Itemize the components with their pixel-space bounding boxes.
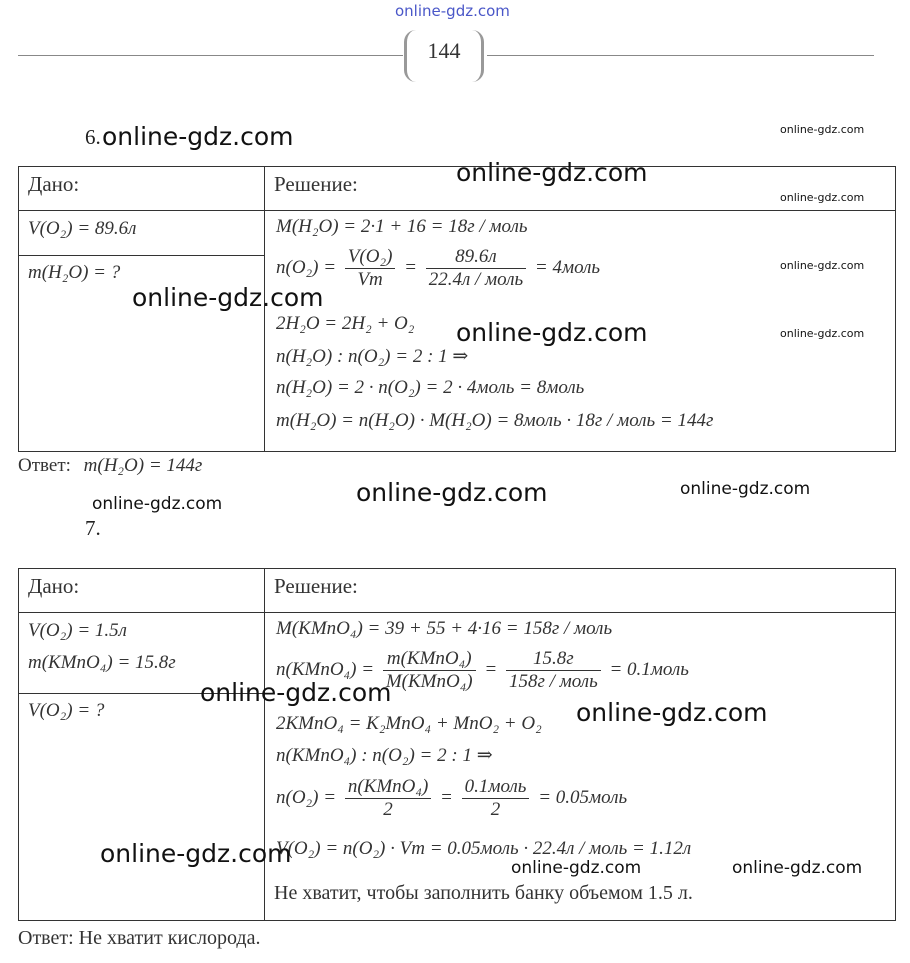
watermark: online-gdz.com bbox=[102, 122, 294, 151]
task6-eq2-f2-den: 22.4л / моль bbox=[428, 269, 524, 290]
task6-eq2: n(O₂) = $\frac{\text{V(O₂)}}{Vm}$ = $\frac{89.6л}{\text{22.4л / моль}}$ = 4моль bbox=[276, 246, 601, 290]
task7-eq2-frac1 bbox=[383, 648, 476, 693]
task6-answer-label: Ответ: bbox=[18, 455, 71, 476]
task6-eq2-rhs: = 4моль bbox=[534, 256, 601, 278]
task7-eq2-lhs: n(KMnO₄) = bbox=[276, 658, 375, 680]
site-watermark-top: online-gdz.com bbox=[395, 2, 510, 20]
task7-eq5-f2-num: 0.1моль bbox=[462, 776, 530, 799]
watermark: online-gdz.com bbox=[92, 494, 223, 514]
watermark: online-gdz.com bbox=[356, 478, 548, 507]
task7-eq2-rhs: = 0.1моль bbox=[609, 658, 689, 680]
table6-given-rule bbox=[18, 255, 264, 256]
task7-eq2-f1-den: M(KMnO₄) bbox=[385, 671, 473, 692]
task7-eq4: n(KMnO₄) : n(O₂) = 2 : 1 ⇒ bbox=[276, 745, 493, 766]
task7-conclusion: Не хватит, чтобы заполнить банку объемом 1.5 л. bbox=[274, 882, 693, 904]
header-rule-right bbox=[487, 55, 874, 56]
watermark: online-gdz.com bbox=[456, 158, 648, 187]
header-rule-left bbox=[18, 55, 403, 56]
table6-border-bottom bbox=[18, 451, 896, 452]
task7-eq5-rhs: = 0.05моль bbox=[538, 786, 628, 808]
task-7-number: 7. bbox=[85, 516, 101, 540]
table7-border-bottom bbox=[18, 920, 896, 921]
watermark: online-gdz.com bbox=[576, 698, 768, 727]
task6-eq2-lhs: n(O₂) = bbox=[276, 256, 337, 278]
task7-eq2-f2-den: 158г / моль bbox=[508, 671, 598, 692]
task7-eq5-frac1 bbox=[345, 776, 431, 821]
task6-eq6: m(H₂O) = n(H₂O) · M(H₂O) = 8моль · 18г / моль = 144г bbox=[276, 410, 714, 431]
task7-eq5-lhs: n(O₂) = bbox=[276, 786, 337, 808]
task6-eq2-frac1 bbox=[345, 246, 396, 291]
page-number: 144 bbox=[427, 38, 461, 63]
watermark: online-gdz.com bbox=[780, 191, 865, 204]
task7-eq5-frac2 bbox=[462, 776, 530, 821]
task7-eq5-f2-den: 2 bbox=[490, 799, 501, 820]
task6-solution-header: Решение: bbox=[274, 172, 358, 196]
task6-eq2-f2-num: 89.6л bbox=[426, 246, 526, 269]
task7-eq2-f1-num: m(KMnO₄) bbox=[383, 648, 476, 671]
task7-eq6: V(O₂) = n(O₂) · Vm = 0.05моль · 22.4л / моль = 1.12л bbox=[276, 838, 692, 859]
watermark: online-gdz.com bbox=[780, 123, 865, 136]
task6-eq5: n(H₂O) = 2 · n(O₂) = 2 · 4моль = 8моль bbox=[276, 377, 585, 398]
task7-eq5-f1-den: 2 bbox=[383, 799, 393, 820]
table7-divider bbox=[264, 568, 265, 921]
task7-eq2-frac2 bbox=[506, 648, 601, 693]
task6-answer-value: m(H₂O) = 144г bbox=[83, 455, 203, 476]
table7-border-top bbox=[18, 568, 896, 569]
watermark: online-gdz.com bbox=[780, 327, 865, 340]
table7-header-rule bbox=[18, 612, 896, 613]
task-6-number: 6. bbox=[85, 125, 101, 149]
task7-eq1: M(KMnO₄) = 39 + 55 + 4·16 = 158г / моль bbox=[276, 618, 613, 639]
watermark: online-gdz.com bbox=[732, 858, 863, 878]
task6-eq2-f1-den: Vm bbox=[357, 269, 383, 290]
watermark: online-gdz.com bbox=[456, 318, 648, 347]
task7-eq5-f1-num: n(KMnO₄) bbox=[345, 776, 431, 799]
task6-eq3: 2H₂O = 2H₂ + O₂ bbox=[276, 313, 415, 334]
task7-find: V(O₂) = ? bbox=[28, 700, 105, 721]
table6-border-right bbox=[895, 166, 896, 452]
watermark: online-gdz.com bbox=[132, 283, 324, 312]
watermark: online-gdz.com bbox=[780, 259, 865, 272]
task7-solution-header: Решение: bbox=[274, 574, 358, 598]
task6-eq4: n(H₂O) : n(O₂) = 2 : 1 ⇒ bbox=[276, 346, 469, 367]
task7-eq3: 2KMnO₄ = K₂MnO₄ + MnO₂ + O₂ bbox=[276, 713, 542, 734]
task6-answer bbox=[18, 455, 202, 477]
table7-border-right bbox=[895, 568, 896, 921]
task6-eq1: M(H₂O) = 2·1 + 16 = 18г / моль bbox=[276, 216, 528, 237]
task6-eq2-frac2 bbox=[426, 246, 526, 291]
task7-answer: Ответ: Не хватит кислорода. bbox=[18, 927, 261, 949]
watermark: online-gdz.com bbox=[200, 678, 392, 707]
task6-given-header: Дано: bbox=[28, 172, 80, 196]
table6-header-rule bbox=[18, 210, 896, 211]
task7-eq5: n(O₂) = $\frac{\text{n(KMnO₄)}}{2}$ = $\frac{\text{0.1моль}}{2}$ = 0.05моль bbox=[276, 776, 628, 820]
task6-given-1: V(O₂) = 89.6л bbox=[28, 218, 137, 239]
table7-border-left bbox=[18, 568, 19, 921]
watermark: online-gdz.com bbox=[680, 479, 811, 499]
task6-eq2-f1-num: V(O₂) bbox=[345, 246, 396, 269]
task6-find: m(H₂O) = ? bbox=[28, 262, 121, 283]
watermark: online-gdz.com bbox=[511, 858, 642, 878]
task7-eq2: n(KMnO₄) = $\frac{\text{m(KMnO₄)}}{\text{M(KMnO₄)}}$ = $\frac{15.8г}{\text{158г / моль}}$ = 0.1моль bbox=[276, 648, 689, 692]
task7-given-header: Дано: bbox=[28, 574, 80, 598]
task7-eq2-f2-num: 15.8г bbox=[506, 648, 601, 671]
task7-given-2: m(KMnO₄) = 15.8г bbox=[28, 652, 176, 673]
watermark: online-gdz.com bbox=[100, 839, 292, 868]
task7-given-1: V(O₂) = 1.5л bbox=[28, 620, 127, 641]
table6-border-left bbox=[18, 166, 19, 452]
